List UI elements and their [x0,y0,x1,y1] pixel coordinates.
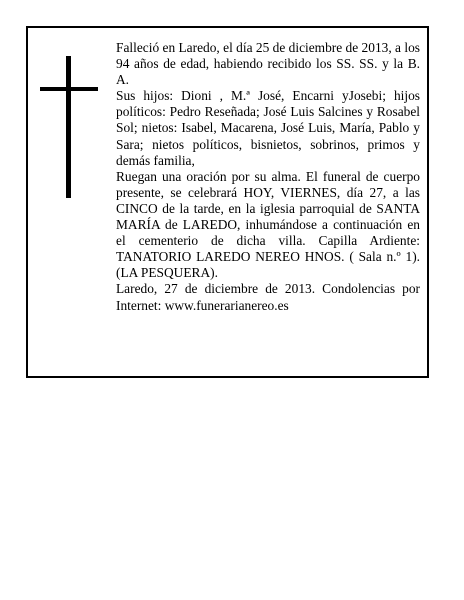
cross-vertical-bar [66,56,71,198]
cross-horizontal-bar [40,87,98,91]
funeral-details: Ruegan una oración por su alma. El funeral de cuerpo presente, se celebrará HOY, VIERNES, día 27, a las CINCO de la tarde, en la iglesia parroquial de SANTA MARÍA de LAREDO, inhumándose a continuación en el cementerio de dicha villa. Capilla Ardiente: TANATORIO LAREDO NEREO HNOS. ( Sala n.º 1). (LA PESQUERA). [116,168,420,281]
death-announcement: Falleció en Laredo, el día 25 de diciembre de 2013, a los 94 años de edad, habiendo recibido los SS. SS. y la B. A. [116,40,420,88]
obituary-notice [26,26,429,378]
cross-icon [40,56,98,198]
notice-text [116,40,420,314]
family-members: Sus hijos: Dioni , M.ª José, Encarni yJosebi; hijos políticos: Pedro Reseñada; José Luis Salcines y Rosabel Sol; nietos: Isabel, Macarena, José Luis, María, Pablo y Sara; nietos políticos, bisnietos, sobrinos, primos y demás familia, [116,88,420,168]
date-and-condolences: Laredo, 27 de diciembre de 2013. Condolencias por Internet: www.funerarianereo.es [116,281,420,313]
